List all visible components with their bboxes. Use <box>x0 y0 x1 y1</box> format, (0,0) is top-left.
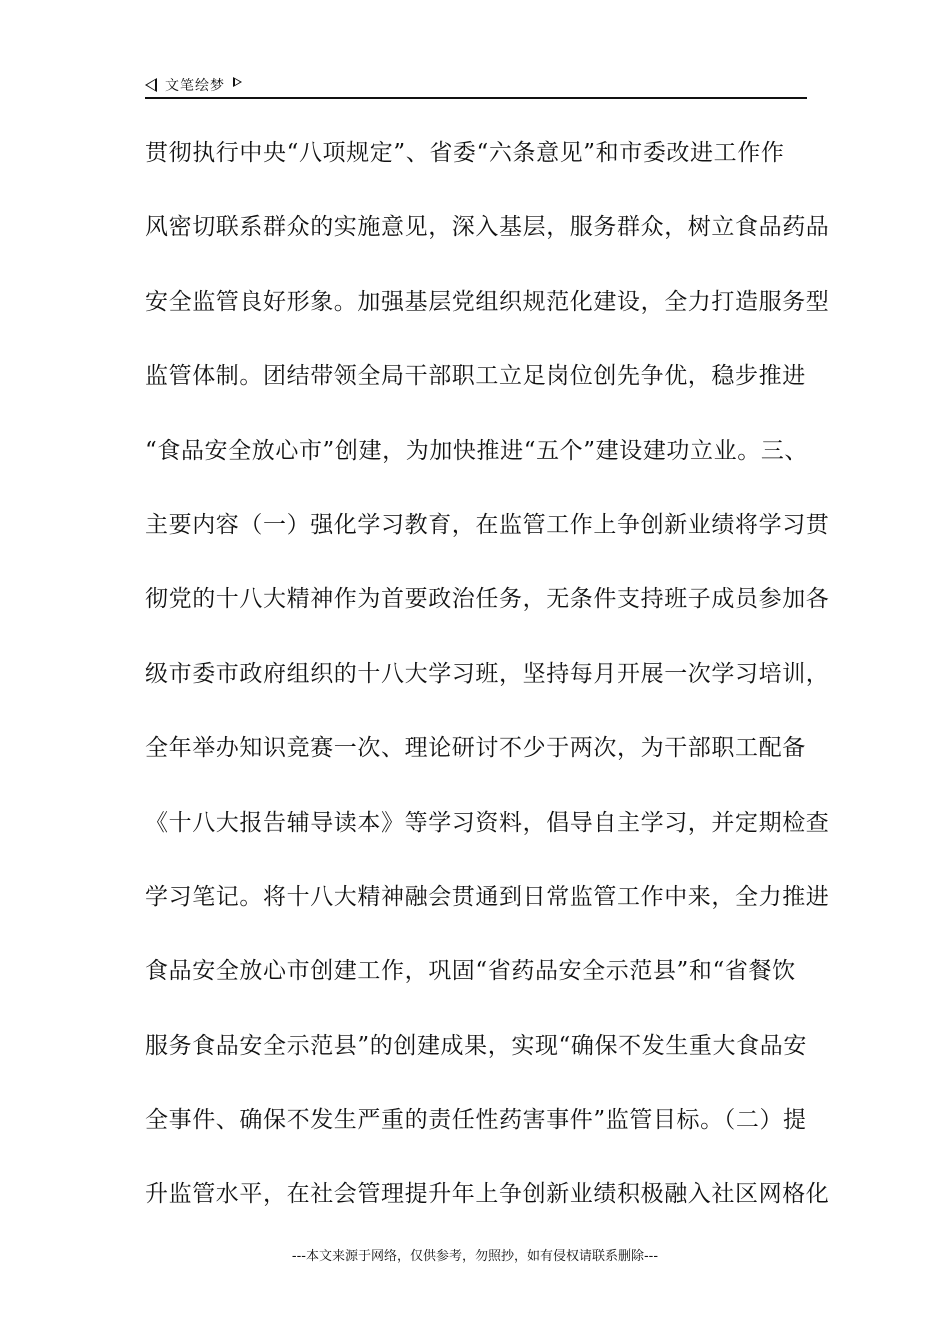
text-line: “食品安全放心市”创建，为加快推进“五个”建设建功立业。三、 <box>145 437 809 464</box>
text-line: 食品安全放心市创建工作，巩固“省药品安全示范县”和“省餐饮 <box>145 958 796 985</box>
header-divider <box>145 97 807 99</box>
triangle-left-icon <box>145 78 157 92</box>
text-line: 安全监管良好形象。加强基层党组织规范化建设，全力打造服务型 <box>145 288 830 315</box>
text-line: 彻党的十八大精神作为首要政治任务，无条件支持班子成员参加各 <box>145 586 830 613</box>
text-line: 学习笔记。将十八大精神融会贯通到日常监管工作中来，全力推进 <box>145 883 830 910</box>
text-line: 服务食品安全示范县”的创建成果，实现“确保不发生重大食品安 <box>145 1032 807 1059</box>
document-body <box>145 131 830 1247</box>
text-line: 监管体制。团结带领全局干部职工立足岗位创先争优，稳步推进 <box>145 363 806 390</box>
text-line: 全年举办知识竞赛一次、理论研讨不少于两次，为干部职工配备 <box>145 735 806 762</box>
text-line: 全事件、确保不发生严重的责任性药害事件”监管目标。（二）提 <box>145 1107 807 1134</box>
text-line: 《十八大报告辅导读本》等学习资料，倡导自主学习，并定期检查 <box>145 809 830 836</box>
text-line: 贯彻执行中央“八项规定”、省委“六条意见”和市委改进工作作 <box>145 140 785 166</box>
text-line: 级市委市政府组织的十八大学习班，坚持每月开展一次学习培训， <box>145 660 830 687</box>
page-header <box>145 74 807 96</box>
text-line: 主要内容（一）强化学习教育，在监管工作上争创新业绩将学习贯 <box>145 511 830 538</box>
header-title: 文笔绘梦 <box>165 78 225 94</box>
triangle-right-icon <box>233 77 242 87</box>
footer-disclaimer: ---本文来源于网络，仅供参考，勿照抄，如有侵权请联系删除--- <box>291 1249 659 1264</box>
text-line: 风密切联系群众的实施意见，深入基层，服务群众，树立食品药品 <box>145 214 830 241</box>
text-line: 升监管水平，在社会管理提升年上争创新业绩积极融入社区网格化 <box>145 1181 830 1208</box>
